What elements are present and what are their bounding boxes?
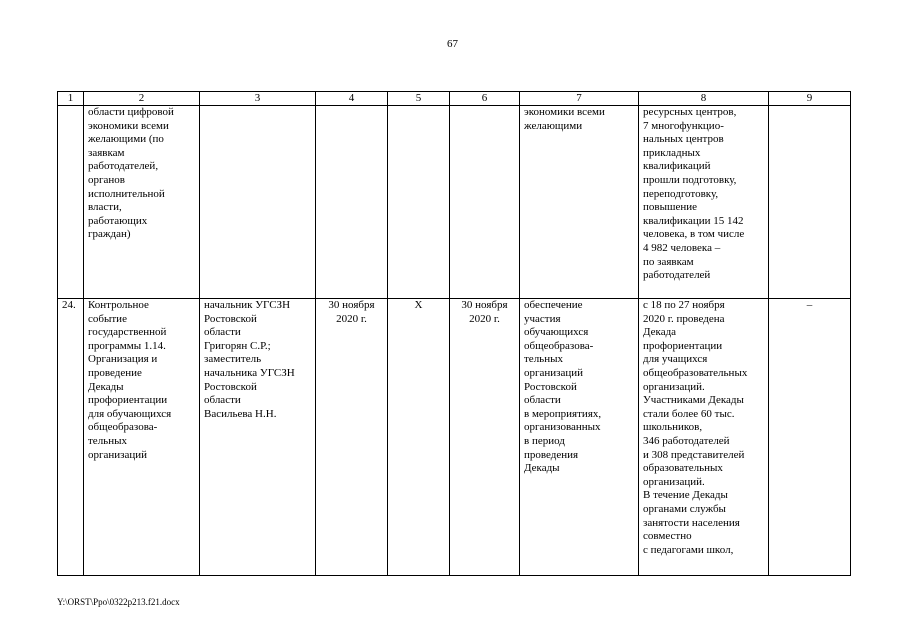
table-row-24: [58, 299, 851, 576]
col-header-3: 3: [200, 92, 316, 106]
col-header-2: 2: [84, 92, 200, 106]
column-number-row: [58, 92, 851, 106]
cell-plan-date: 30 ноября 2020 г.: [316, 299, 388, 576]
cell-number: 24.: [58, 299, 84, 576]
table-row-continued: [58, 106, 851, 299]
cell-event-name: области цифровой экономики всеми желающими (по заявкам работодателей, органов исполнительной власти, работающих граждан): [84, 106, 200, 299]
cell-actual-result: с 18 по 27 ноября 2020 г. проведена Декада профориентации для учащихся общеобразовательных организаций. Участниками Декады стали более 60 тыс. школьников, 346 работодателей и 308 представителей образовательных организаций. В течение Декады органами службы занятости населения совместно с педагогами школ,: [639, 299, 769, 576]
page-number: 67: [447, 38, 458, 50]
col-header-6: 6: [450, 92, 520, 106]
cell-number: [58, 106, 84, 299]
col-header-5: 5: [388, 92, 450, 106]
cell-col-9: –: [769, 299, 851, 576]
cell-actual-date: 30 ноября 2020 г.: [450, 299, 520, 576]
cell-expected-result: обеспечение участия обучающихся общеобразова- тельных организаций Ростовской области в мероприятиях, организованных в период проведения Декады: [520, 299, 639, 576]
cell-event-name: Контрольное событие государственной программы 1.14. Организация и проведение Декады профориентации для обучающихся общеобразова- тельных организаций: [84, 299, 200, 576]
cell-responsible: начальник УГСЗН Ростовской области Григорян С.Р.; заместитель начальника УГСЗН Ростовской области Васильева Н.Н.: [200, 299, 316, 576]
cell-expected-result: экономики всеми желающими: [520, 106, 639, 299]
cell-col-5: [388, 106, 450, 299]
program-table: [57, 91, 851, 576]
cell-col-5: Х: [388, 299, 450, 576]
cell-plan-date: [316, 106, 388, 299]
cell-actual-result: ресурсных центров, 7 многофункцио- нальных центров прикладных квалификаций прошли подготовку, переподготовку, повышение квалификации 15 142 человека, в том числе 4 982 человека – по заявкам работодателей: [639, 106, 769, 299]
col-header-1: 1: [58, 92, 84, 106]
cell-responsible: [200, 106, 316, 299]
file-path-footer: Y:\ORST\Ppo\0322p213.f21.docx: [57, 597, 180, 607]
col-header-8: 8: [639, 92, 769, 106]
col-header-7: 7: [520, 92, 639, 106]
col-header-9: 9: [769, 92, 851, 106]
col-header-4: 4: [316, 92, 388, 106]
cell-col-9: [769, 106, 851, 299]
cell-actual-date: [450, 106, 520, 299]
